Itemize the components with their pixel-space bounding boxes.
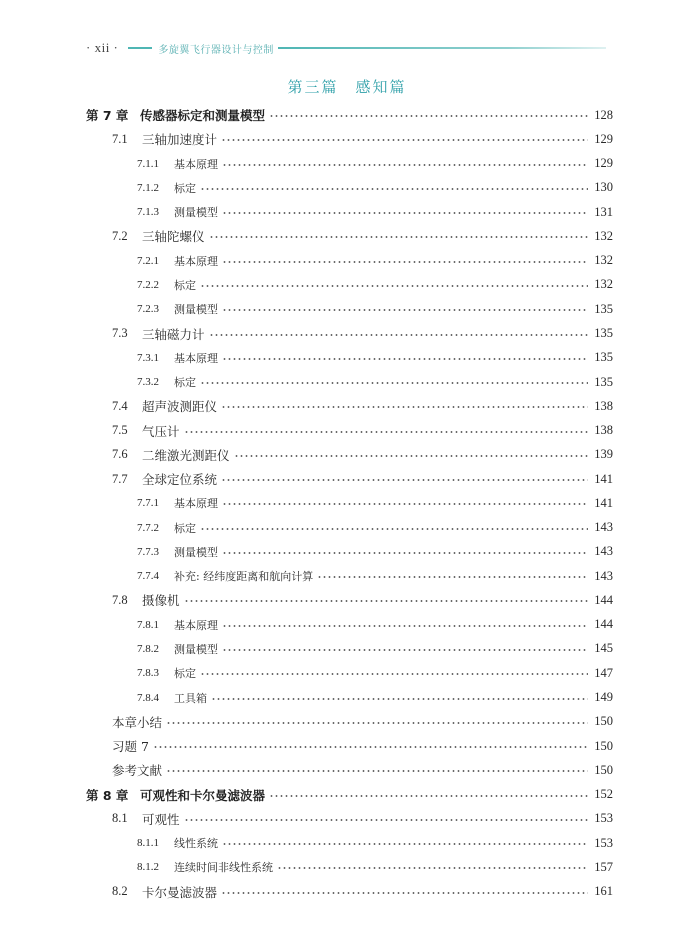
toc-entry-number: 7.2.3 (137, 303, 159, 316)
toc-page-number: 150 (594, 738, 613, 753)
toc-section-row[interactable] (0, 855, 694, 879)
toc-entry-number: 7.2 (112, 228, 128, 243)
dot-leader (222, 503, 588, 505)
toc-entry-title: 卡尔曼滤波器 (142, 884, 218, 900)
toc-page-number: 132 (594, 228, 613, 243)
toc-page-number: 153 (594, 835, 613, 850)
toc-section-row[interactable] (0, 880, 694, 904)
toc-entry-number: 7.3.1 (137, 351, 159, 364)
part-title: 第三篇 感知篇 (287, 78, 407, 96)
dot-leader (184, 600, 588, 602)
toc-entry-title: 测量模型 (174, 545, 218, 559)
toc-entry-title: 参考文献 (112, 763, 163, 779)
toc-page-number: 152 (594, 787, 613, 802)
toc-entry-title: 二维激光测距仪 (142, 447, 230, 463)
toc-section-row[interactable] (0, 637, 694, 661)
toc-entry-number: 7.3.2 (137, 376, 159, 389)
toc-entry-number: 8.1.1 (137, 837, 159, 850)
toc-page-number: 143 (594, 520, 613, 535)
toc-section-row[interactable] (0, 346, 694, 370)
toc-entry-number: 7.1.1 (137, 157, 159, 170)
toc-page-number: 135 (594, 374, 613, 389)
toc-section-row[interactable] (0, 127, 694, 151)
toc-section-row[interactable] (0, 224, 694, 248)
table-of-contents (0, 103, 694, 904)
toc-page-number: 129 (594, 131, 613, 146)
dot-leader (234, 455, 588, 457)
dot-leader (222, 261, 588, 263)
toc-section-row[interactable] (0, 613, 694, 637)
toc-section-row[interactable] (0, 370, 694, 394)
toc-page-number: 141 (594, 495, 613, 510)
toc-entry-number: 第 7 章 (86, 108, 129, 124)
toc-entry-number: 8.1 (112, 811, 128, 826)
toc-page-number: 132 (594, 253, 613, 268)
toc-entry-number: 7.8.1 (137, 618, 159, 631)
toc-page-number: 135 (594, 350, 613, 365)
toc-entry-number: 7.1.2 (137, 181, 159, 194)
toc-misc-row[interactable] (0, 734, 694, 758)
toc-misc-row[interactable] (0, 758, 694, 782)
dot-leader (200, 285, 588, 287)
toc-chapter-row[interactable] (0, 103, 694, 127)
toc-section-row[interactable] (0, 176, 694, 200)
toc-entry-title: 习题 7 (112, 739, 149, 755)
toc-section-row[interactable] (0, 467, 694, 491)
toc-section-row[interactable] (0, 273, 694, 297)
page-number: · xii · (86, 40, 119, 55)
toc-entry-number: 7.7 (112, 471, 128, 486)
toc-page-number: 144 (594, 617, 613, 632)
dot-leader (222, 212, 588, 214)
toc-page-number: 129 (594, 156, 613, 171)
toc-entry-number: 8.1.2 (137, 861, 159, 874)
toc-page-number: 132 (594, 277, 613, 292)
toc-entry-title: 基本原理 (174, 157, 218, 171)
toc-entry-title: 工具箱 (174, 691, 207, 705)
toc-page-number: 150 (594, 762, 613, 777)
toc-section-row[interactable] (0, 588, 694, 612)
toc-entry-number: 7.1.3 (137, 206, 159, 219)
dot-leader (153, 746, 588, 748)
toc-section-row[interactable] (0, 831, 694, 855)
toc-entry-number: 7.8.4 (137, 691, 159, 704)
dot-leader (211, 698, 588, 700)
toc-page-number: 143 (594, 568, 613, 583)
toc-page-number: 130 (594, 180, 613, 195)
toc-page-number: 138 (594, 423, 613, 438)
toc-entry-title: 标定 (174, 181, 196, 195)
toc-entry-number: 7.7.4 (137, 570, 159, 583)
running-header (86, 38, 606, 58)
toc-section-row[interactable] (0, 297, 694, 321)
toc-entry-title: 连续时间非线性系统 (174, 861, 273, 875)
toc-entry-title: 基本原理 (174, 254, 218, 268)
toc-section-row[interactable] (0, 152, 694, 176)
toc-entry-title: 超声波测距仪 (142, 399, 218, 415)
dot-leader (222, 843, 588, 845)
toc-entry-number: 第 8 章 (86, 787, 129, 803)
toc-section-row[interactable] (0, 200, 694, 224)
toc-page-number: 150 (594, 714, 613, 729)
dot-leader (269, 115, 588, 117)
dot-leader (221, 406, 588, 408)
dot-leader (317, 576, 588, 578)
toc-section-row[interactable] (0, 321, 694, 345)
toc-entry-title: 标定 (174, 376, 196, 390)
toc-page-number: 143 (594, 544, 613, 559)
dot-leader (200, 528, 588, 530)
dot-leader (209, 236, 588, 238)
toc-entry-number: 7.2.1 (137, 254, 159, 267)
toc-page-number: 128 (594, 107, 613, 122)
dot-leader (221, 479, 588, 481)
dot-leader (221, 892, 588, 894)
toc-entry-number: 7.3 (112, 326, 128, 341)
toc-entry-number: 7.5 (112, 423, 128, 438)
toc-page-number: 138 (594, 398, 613, 413)
dot-leader (209, 334, 588, 336)
toc-section-row[interactable] (0, 564, 694, 588)
dot-leader (184, 431, 588, 433)
toc-entry-number: 7.4 (112, 398, 128, 413)
toc-page-number: 161 (594, 884, 613, 899)
toc-page-number: 147 (594, 665, 613, 680)
toc-section-row[interactable] (0, 685, 694, 709)
dot-leader (277, 867, 588, 869)
dot-leader (222, 649, 588, 651)
dot-leader (269, 795, 588, 797)
toc-entry-title: 测量模型 (174, 303, 218, 317)
toc-entry-title: 基本原理 (174, 618, 218, 632)
dot-leader (166, 770, 588, 772)
dot-leader (200, 188, 588, 190)
toc-entry-title: 本章小结 (112, 714, 163, 730)
toc-entry-number: 7.8.2 (137, 642, 159, 655)
dot-leader (222, 625, 588, 627)
dot-leader (200, 673, 588, 675)
toc-entry-title: 测量模型 (174, 206, 218, 220)
toc-entry-number: 7.6 (112, 447, 128, 462)
toc-section-row[interactable] (0, 491, 694, 515)
toc-entry-title: 摄像机 (142, 593, 180, 609)
toc-page-number: 139 (594, 447, 613, 462)
toc-section-row[interactable] (0, 661, 694, 685)
toc-entry-title: 标定 (174, 667, 196, 681)
toc-entry-title: 测量模型 (174, 642, 218, 656)
toc-entry-title: 可观性和卡尔曼滤波器 (140, 787, 266, 803)
toc-page-number: 145 (594, 641, 613, 656)
dot-leader (221, 139, 588, 141)
header-rule-left (128, 47, 152, 49)
toc-entry-number: 8.2 (112, 884, 128, 899)
toc-section-row[interactable] (0, 418, 694, 442)
toc-entry-title: 基本原理 (174, 351, 218, 365)
toc-entry-title: 三轴加速度计 (142, 132, 218, 148)
toc-page-number: 157 (594, 859, 613, 874)
toc-section-row[interactable] (0, 807, 694, 831)
toc-section-row[interactable] (0, 516, 694, 540)
toc-page-number: 149 (594, 690, 613, 704)
toc-entry-number: 7.7.2 (137, 521, 159, 534)
toc-page-number: 141 (594, 471, 613, 486)
toc-entry-title: 可观性 (142, 811, 180, 827)
toc-entry-title: 传感器标定和测量模型 (140, 108, 266, 124)
toc-entry-title: 气压计 (142, 423, 180, 439)
toc-entry-title: 三轴磁力计 (142, 326, 205, 342)
header-rule-right (278, 47, 606, 49)
toc-entry-number: 7.8 (112, 592, 128, 607)
toc-section-row[interactable] (0, 394, 694, 418)
toc-entry-title: 标定 (174, 278, 196, 292)
toc-chapter-row[interactable] (0, 782, 694, 806)
toc-page-number: 135 (594, 301, 613, 316)
toc-entry-title: 补充: 经纬度距离和航向计算 (174, 570, 314, 584)
toc-page-number: 131 (594, 204, 613, 219)
toc-page-number: 153 (594, 811, 613, 826)
toc-entry-number: 7.7.3 (137, 545, 159, 558)
dot-leader (200, 382, 588, 384)
toc-entry-title: 线性系统 (174, 837, 218, 851)
toc-misc-row[interactable] (0, 710, 694, 734)
toc-section-row[interactable] (0, 540, 694, 564)
toc-entry-title: 基本原理 (174, 497, 218, 511)
toc-entry-title: 三轴陀螺仪 (142, 229, 205, 245)
dot-leader (222, 358, 588, 360)
toc-section-row[interactable] (0, 249, 694, 273)
toc-section-row[interactable] (0, 443, 694, 467)
dot-leader (222, 309, 588, 311)
dot-leader (222, 164, 588, 166)
toc-page-number: 144 (594, 592, 613, 607)
toc-entry-number: 7.1 (112, 131, 128, 146)
dot-leader (184, 819, 588, 821)
toc-entry-title: 全球定位系统 (142, 472, 218, 488)
toc-entry-number: 7.7.1 (137, 497, 159, 510)
running-book-title: 多旋翼飞行器设计与控制 (158, 44, 274, 56)
toc-entry-number: 7.8.3 (137, 667, 159, 680)
toc-entry-title: 标定 (174, 521, 196, 535)
toc-page-number: 135 (594, 326, 613, 341)
dot-leader (222, 552, 588, 554)
dot-leader (166, 722, 588, 724)
toc-entry-number: 7.2.2 (137, 278, 159, 291)
